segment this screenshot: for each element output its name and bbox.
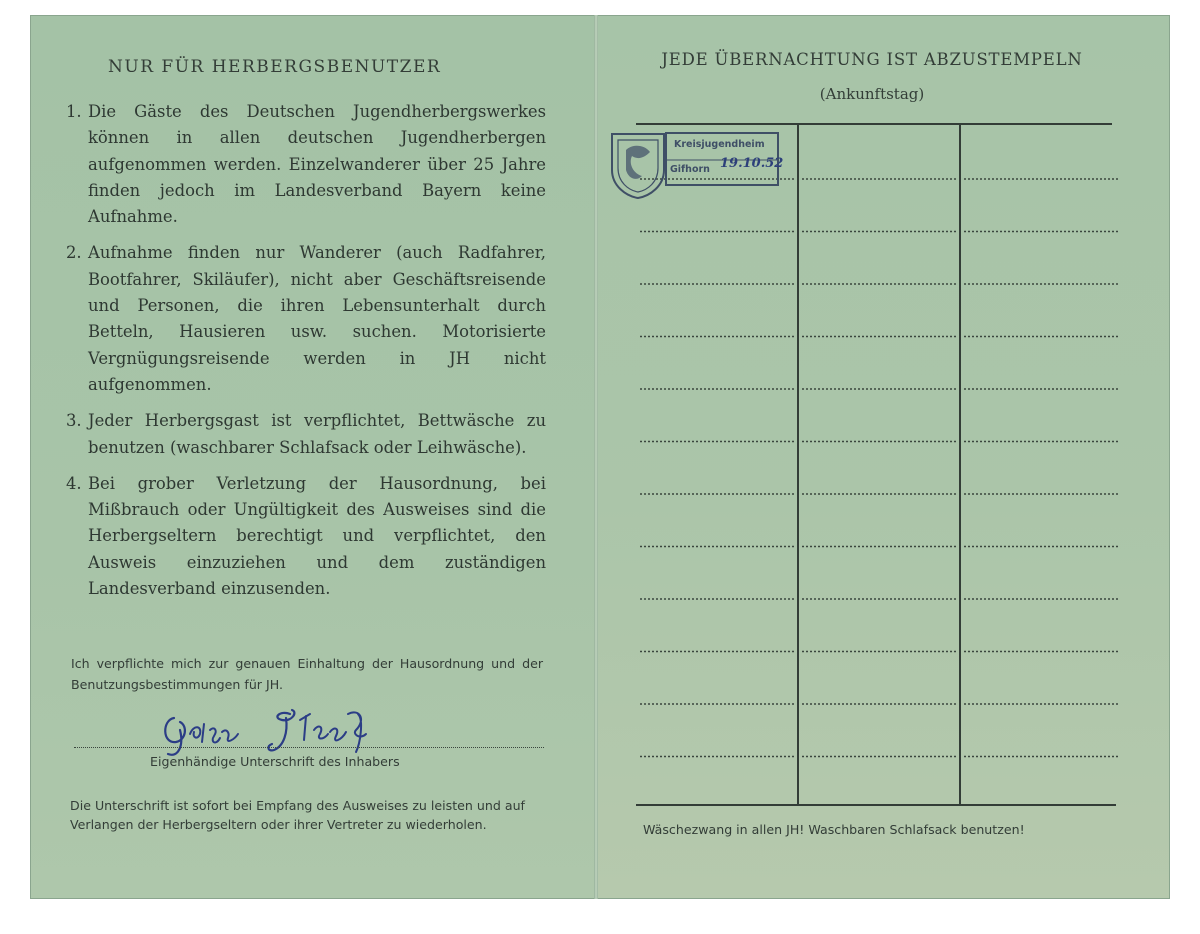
right-page-footer: Wäschezwang in allen JH! Waschbaren Schlafsack benutzen!	[643, 822, 1025, 837]
stamp-town-name: Gifhorn	[670, 164, 710, 175]
signature-label: Gelger Jtraß	[160, 700, 167, 701]
rule-number: 3.	[66, 411, 82, 431]
right-page-title: JEDE ÜBERNACHTUNG IST ABZUSTEMPELN	[661, 50, 1083, 69]
signature-note: Die Unterschrift ist sofort bei Empfang des Ausweises zu leisten und auf Verlangen der Herbergseltern oder ihrer Vertreter zu wiederholen.	[70, 798, 525, 832]
rule-text: Bei grober Verletzung der Hausordnung, bei Mißbrauch oder Ungültigkeit des Ausweises sind die Herbergseltern berechtigt und verpflichtet, den Ausweis einzuziehen und dem zuständigen Landesverband einzusenden.	[88, 473, 546, 599]
left-page-title: NUR FÜR HERBERGSBENUTZER	[108, 57, 442, 77]
rule-number: 1.	[66, 102, 82, 121]
stamp-hostel-name: Kreisjugendheim	[674, 139, 765, 150]
signature-caption: Eigenhändige Unterschrift des Inhabers	[150, 754, 400, 769]
right-page-subtitle: (Ankunftstag)	[819, 85, 925, 103]
rule-text: Die Gäste des Deutschen Jugendherbergswerkes können in allen deutschen Jugendherbergen aufgenommen werden. Einzelwanderer über 25 Jahre finden jedoch im Landesverband Bayern keine Aufnahme.	[88, 102, 546, 227]
pledge-text: Ich verpflichte mich zur genauen Einhaltung der Hausordnung und der Benutzungsbestimmungen für JH.	[71, 656, 543, 692]
hostel-stamp	[608, 130, 783, 200]
rule-text: Jeder Herbergsgast ist verpflichtet, Bettwäsche zu benutzen (waschbarer Schlafsack oder Leihwäsche).	[88, 411, 546, 457]
rule-number: 2.	[66, 243, 82, 263]
rule-number: 4.	[66, 473, 82, 493]
stamp-date: 19.10.52	[720, 156, 784, 171]
rule-text: Aufnahme finden nur Wanderer (auch Radfahrer, Bootfahrer, Skiläufer), nicht aber Geschäftsreisende und Personen, die ihren Lebensunterhalt durch Betteln, Hausieren usw. suchen. Motorisierte Vergnügungsreisende werden in JH nicht aufgenommen.	[88, 243, 546, 394]
